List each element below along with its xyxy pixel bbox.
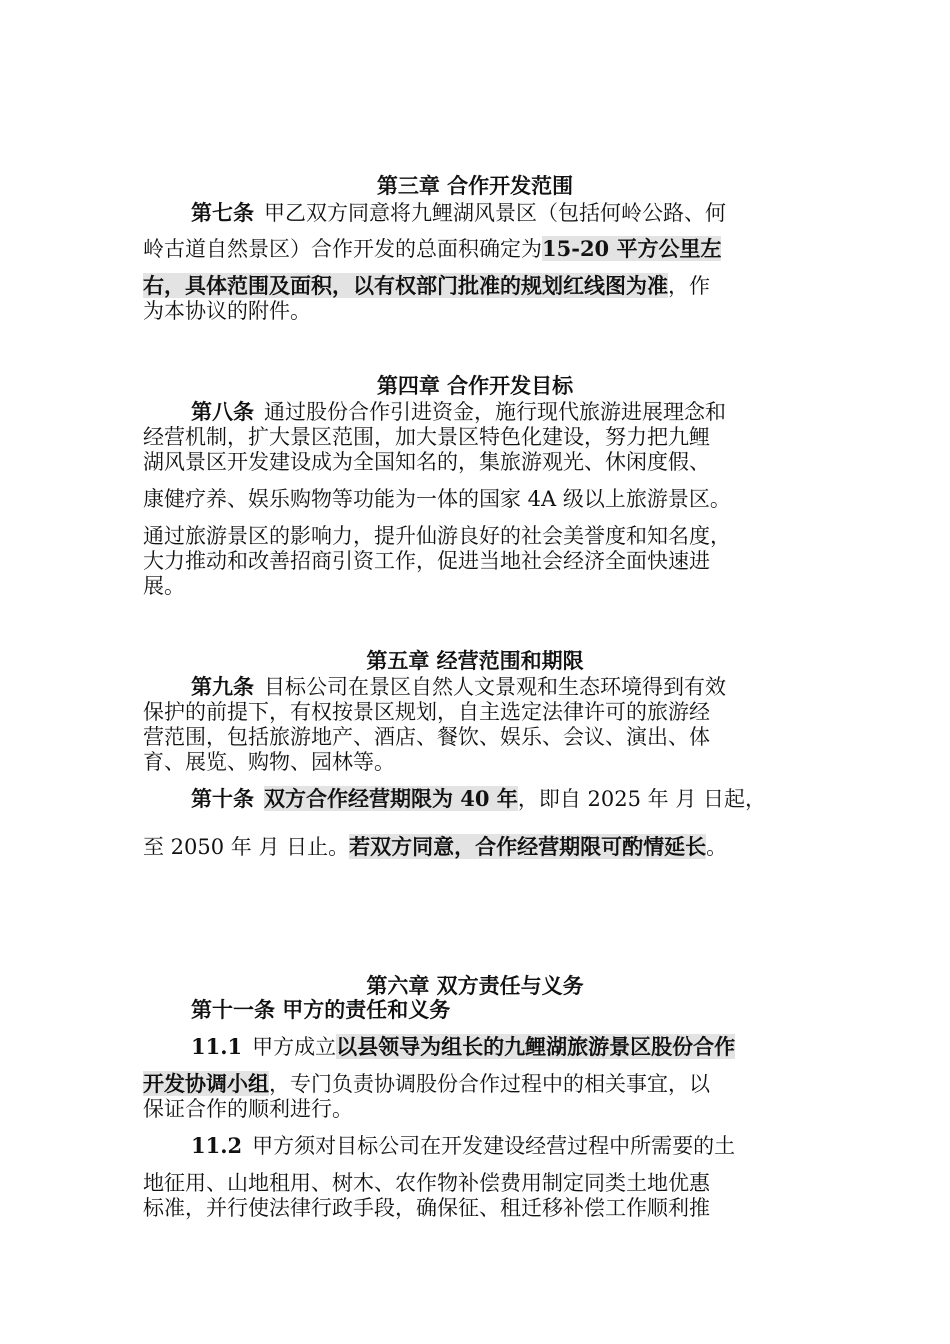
article-7-text: ，作 [668,274,710,298]
section-11-2-label: 11.2 [191,1133,243,1158]
chapter-5-heading: 第五章 经营范围和期限 [366,648,584,673]
article-8-line-4: 康健疗养、娱乐购物等功能为一体的国家 4A 级以上旅游景区。 [143,487,731,511]
section-11-1-line-3: 保证合作的顺利进行。 [143,1097,353,1121]
article-7-label: 第七条 [191,200,254,225]
article-10-text: 。 [706,835,728,859]
section-11-1-text: ，专门负责协调股份合作过程中的相关事宜，以 [269,1072,710,1096]
section-11-2-text: 甲方须对目标公司在开发建设经营过程中所需要的土 [252,1134,736,1158]
section-11-2-line-3: 标准，并行使法律行政手段，确保征、租迁移补偿工作顺利推 [143,1196,710,1220]
highlighted-text: 15-20 平方公里左 [542,236,722,261]
section-11-1-text: 甲方成立 [252,1035,337,1059]
highlighted-text: 以县领导为组长的九鲤湖旅游景区股份合作 [336,1034,736,1059]
article-8-line-5: 通过旅游景区的影响力，提升仙游良好的社会美誉度和知名度， [143,524,731,548]
article-8-line-2: 经营机制，扩大景区范围，加大景区特色化建设，努力把九鲤 [143,425,710,449]
article-9-text: 目标公司在景区自然人文景观和生态环境得到有效 [264,675,726,699]
article-7-line-2 [143,236,807,262]
section-11-1-line-2 [143,1071,807,1097]
article-9-line-2: 保护的前提下，有权按景区规划，自主选定法律许可的旅游经 [143,700,710,724]
article-9-label: 第九条 [191,674,254,699]
article-10-line-1 [191,786,807,812]
article-9-line-3: 营范围，包括旅游地产、酒店、餐饮、娱乐、会议、演出、体 [143,725,710,749]
article-10-text: 至 2050 年 月 日止。 [143,835,350,859]
article-7-line-1 [191,200,807,226]
article-8-line-7: 展。 [143,574,185,598]
section-11-2-line-2: 地征用、山地租用、树木、农作物补偿费用制定同类土地优惠 [143,1171,710,1195]
highlighted-text: 右，具体范围及面积，以有权部门批准的规划红线图为准 [143,273,668,298]
article-10-text: ，即自 2025 年 月 日起， [517,787,767,811]
chapter-3-heading: 第三章 合作开发范围 [376,173,574,198]
chapter-6-heading: 第六章 双方责任与义务 [366,973,584,998]
article-7-line-4: 为本协议的附件。 [143,299,311,323]
article-8-line-1 [191,399,807,425]
article-8-label: 第八条 [191,399,254,424]
article-7-text: 岭古道自然景区）合作开发的总面积确定为 [143,237,542,261]
highlighted-text: 若双方同意，合作经营期限可酌情延长 [349,834,707,859]
article-8-line-6: 大力推动和改善招商引资工作，促进当地社会经济全面快速进 [143,549,710,573]
section-11-1-label: 11.1 [191,1034,243,1059]
highlighted-text: 开发协调小组 [143,1071,269,1096]
article-7-text: 甲乙双方同意将九鲤湖风景区（包括何岭公路、何 [264,201,726,225]
article-10-label: 第十条 [191,786,254,811]
article-11-title: 第十一条 甲方的责任和义务 [191,997,451,1022]
highlighted-text: 双方合作经营期限为 40 年 [264,786,518,811]
article-7-line-3 [143,273,807,299]
chapter-4-heading: 第四章 合作开发目标 [376,373,574,398]
article-8-text: 通过股份合作引进资金，施行现代旅游进展理念和 [264,400,726,424]
article-9-line-1 [191,674,807,700]
section-11-2-line-1 [191,1133,807,1159]
article-10-line-2 [143,834,807,860]
article-9-line-4: 育、展览、购物、园林等。 [143,750,395,774]
section-11-1-line-1 [191,1034,807,1060]
article-8-line-3: 湖风景区开发建设成为全国知名的，集旅游观光、休闲度假、 [143,450,710,474]
